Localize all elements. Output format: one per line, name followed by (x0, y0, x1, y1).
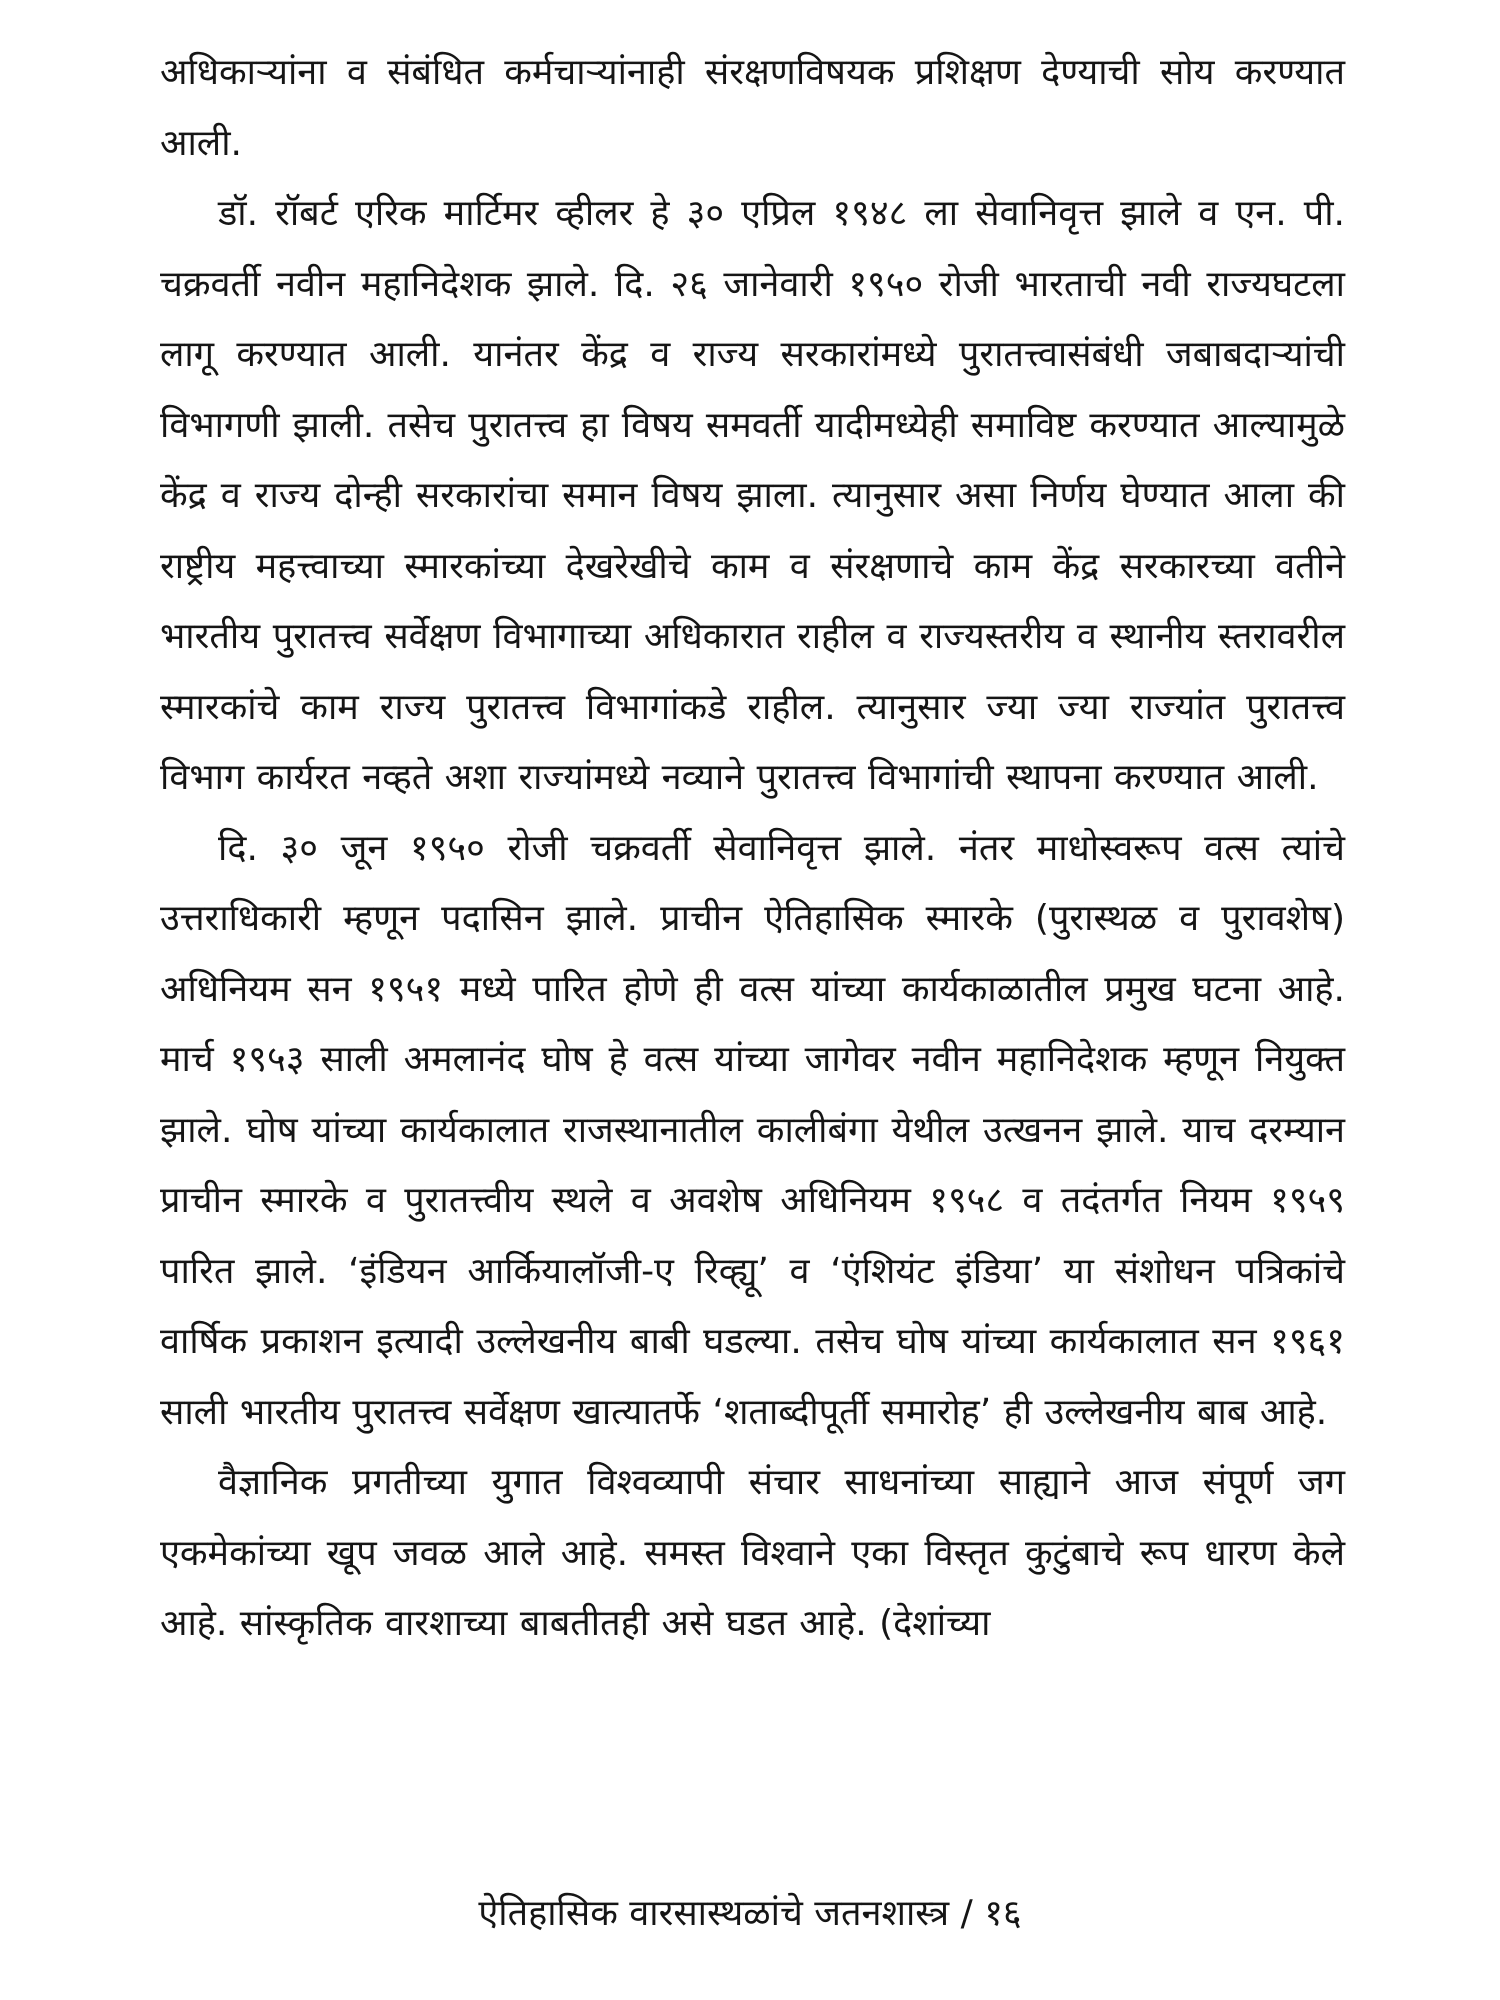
paragraph-scientific-progress: वैज्ञानिक प्रगतीच्या युगात विश्वव्यापी संचार साधनांच्या साह्याने आज संपूर्ण जग एकमेकांच्या खूप जवळ आले आहे. समस्त विश्वाने एका विस्तृत कुटुंबाचे रूप धारण केले आहे. सांस्कृतिक वारशाच्या बाबतीतही असे घडत आहे. (देशांच्या (160, 1462, 1345, 1644)
paragraph-chakravarti-retirement: दि. ३० जून १९५० रोजी चक्रवर्ती सेवानिवृत्त झाले. नंतर माधोस्वरूप वत्स त्यांचे उत्तराधिकारी म्हणून पदासिन झाले. प्राचीन ऐतिहासिक स्मारके (पुरास्थळ व पुरावशेष) अधिनियम सन १९५१ मध्ये पारित होणे ही वत्स यांच्या कार्यकाळातील प्रमुख घटना आहे. मार्च १९५३ साली अमलानंद घोष हे वत्स यांच्या जागेवर नवीन महानिदेशक म्हणून नियुक्त झाले. घोष यांच्या कार्यकालात राजस्थानातील कालीबंगा येथील उत्खनन झाले. याच दरम्यान प्राचीन स्मारके व पुरातत्त्वीय स्थले व अवशेष अधिनियम १९५८ व तदंतर्गत नियम १९५९ पारित झाले. ‘इंडियन आर्कियालॉजी-ए रिव्ह्यू’ व ‘एंशियंट इंडिया’ या संशोधन पत्रिकांचे वार्षिक प्रकाशन इत्यादी उल्लेखनीय बाबी घडल्या. तसेच घोष यांच्या कार्यकालात सन १९६१ साली भारतीय पुरातत्त्व सर्वेक्षण खात्यातर्फे ‘शताब्दीपूर्ती समारोह’ ही उल्लेखनीय बाब आहे. (160, 827, 1345, 1433)
page-footer: ऐतिहासिक वारसास्थळांचे जतनशास्त्र / १६ (478, 1893, 1022, 1934)
paragraph-wheeler-retirement: डॉ. रॉबर्ट एरिक मार्टिमर व्हीलर हे ३० एप्रिल १९४८ ला सेवानिवृत्त झाले व एन. पी. चक्रवर्ती नवीन महानिदेशक झाले. दि. २६ जानेवारी १९५० रोजी भारताची नवी राज्यघटला लागू करण्यात आली. यानंतर केंद्र व राज्य सरकारांमध्ये पुरातत्त्वासंबंधी जबाबदाऱ्यांची विभागणी झाली. तसेच पुरातत्त्व हा विषय समवर्ती यादीमध्येही समाविष्ट करण्यात आल्यामुळे केंद्र व राज्य दोन्ही सरकारांचा समान विषय झाला. त्यानुसार असा निर्णय घेण्यात आला की राष्ट्रीय महत्त्वाच्या स्मारकांच्या देखरेखीचे काम व संरक्षणाचे काम केंद्र सरकारच्या वतीने भारतीय पुरातत्त्व सर्वेक्षण विभागाच्या अधिकारात राहील व राज्यस्तरीय व स्थानीय स्तरावरील स्मारकांचे काम राज्य पुरातत्त्व विभागांकडे राहील. त्यानुसार ज्या ज्या राज्यांत पुरातत्त्व विभाग कार्यरत नव्हते अशा राज्यांमध्ये नव्याने पुरातत्त्व विभागांची स्थापना करण्यात आली. (160, 193, 1345, 798)
page-body (160, 38, 1345, 1838)
paragraph-continuation: अधिकाऱ्यांना व संबंधित कर्मचाऱ्यांनाही संरक्षणविषयक प्रशिक्षण देण्याची सोय करण्यात आली. (160, 52, 1345, 164)
